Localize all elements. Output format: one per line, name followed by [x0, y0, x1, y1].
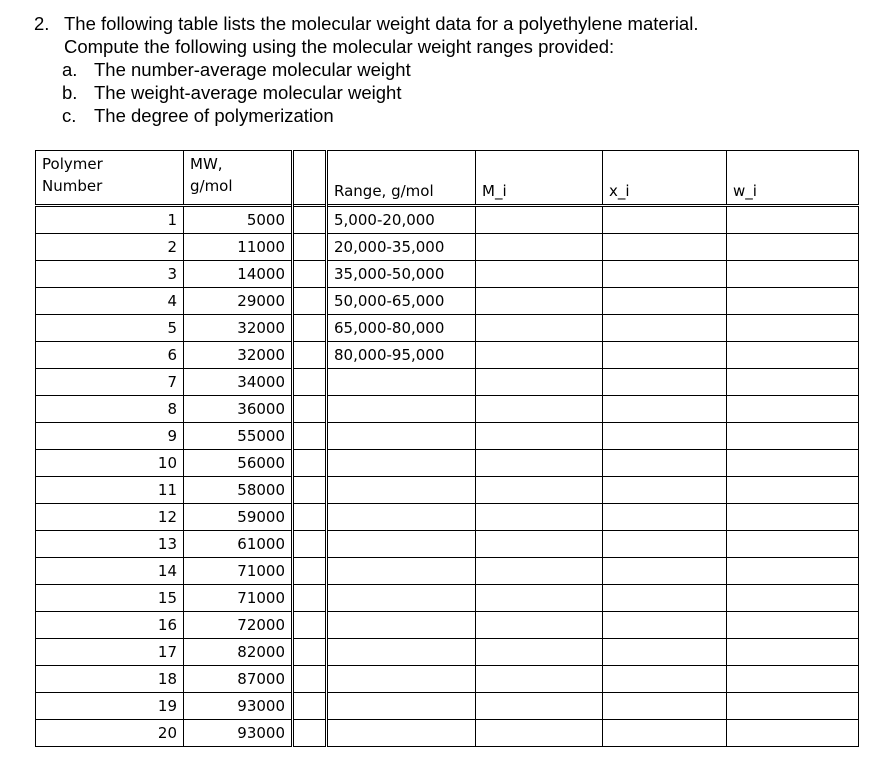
cell-range: 65,000-80,000 — [327, 315, 476, 342]
table-gap-cell — [293, 315, 327, 342]
cell-xi — [603, 585, 727, 612]
cell-xi — [603, 639, 727, 666]
cell-wi — [727, 666, 859, 693]
cell-mw: 93000 — [184, 693, 293, 720]
cell-xi — [603, 342, 727, 369]
item-text: The weight-average molecular weight — [94, 82, 402, 103]
cell-polymer-number: 19 — [36, 693, 184, 720]
cell-polymer-number: 6 — [36, 342, 184, 369]
cell-polymer-number: 20 — [36, 720, 184, 747]
cell-xi — [603, 531, 727, 558]
cell-polymer-number: 13 — [36, 531, 184, 558]
question-number: 2. — [34, 13, 50, 34]
cell-wi — [727, 369, 859, 396]
header-polymer-line1: Polymer — [42, 155, 103, 173]
cell-wi — [727, 234, 859, 261]
header-polymer-line2: Number — [42, 177, 103, 195]
cell-range — [327, 693, 476, 720]
cell-mw: 58000 — [184, 477, 293, 504]
cell-xi — [603, 693, 727, 720]
cell-wi — [727, 585, 859, 612]
cell-mi — [476, 585, 603, 612]
cell-mi — [476, 666, 603, 693]
table-gap-cell — [293, 477, 327, 504]
header-wi: w_i — [727, 151, 859, 206]
table-row — [36, 206, 859, 234]
cell-mi — [476, 531, 603, 558]
table-row — [36, 342, 859, 369]
cell-xi — [603, 666, 727, 693]
cell-range — [327, 720, 476, 747]
cell-xi — [603, 369, 727, 396]
cell-mi — [476, 315, 603, 342]
cell-wi — [727, 288, 859, 315]
cell-wi — [727, 206, 859, 234]
table-gap-cell — [293, 693, 327, 720]
table-row — [36, 531, 859, 558]
cell-mw: 32000 — [184, 342, 293, 369]
cell-mi — [476, 693, 603, 720]
item-text: The degree of polymerization — [94, 105, 334, 126]
table-gap-cell — [293, 396, 327, 423]
molecular-weight-table — [35, 150, 859, 747]
cell-mw: 71000 — [184, 558, 293, 585]
table-gap-cell — [293, 423, 327, 450]
cell-mw: 72000 — [184, 612, 293, 639]
table-row — [36, 450, 859, 477]
header-range: Range, g/mol — [327, 151, 476, 206]
cell-xi — [603, 288, 727, 315]
cell-mi — [476, 288, 603, 315]
cell-mw: 5000 — [184, 206, 293, 234]
cell-wi — [727, 639, 859, 666]
cell-polymer-number: 14 — [36, 558, 184, 585]
cell-polymer-number: 16 — [36, 612, 184, 639]
table-row — [36, 396, 859, 423]
cell-polymer-number: 12 — [36, 504, 184, 531]
cell-xi — [603, 612, 727, 639]
table-gap-cell — [293, 531, 327, 558]
cell-range — [327, 477, 476, 504]
cell-wi — [727, 342, 859, 369]
cell-xi — [603, 206, 727, 234]
cell-polymer-number: 17 — [36, 639, 184, 666]
cell-wi — [727, 531, 859, 558]
cell-mw: 93000 — [184, 720, 293, 747]
cell-range — [327, 450, 476, 477]
table-gap-cell — [293, 234, 327, 261]
table-row — [36, 369, 859, 396]
cell-mw: 71000 — [184, 585, 293, 612]
cell-xi — [603, 477, 727, 504]
table-row — [36, 693, 859, 720]
table-gap-cell — [293, 206, 327, 234]
cell-wi — [727, 423, 859, 450]
cell-polymer-number: 8 — [36, 396, 184, 423]
cell-range: 35,000-50,000 — [327, 261, 476, 288]
cell-mw: 56000 — [184, 450, 293, 477]
cell-wi — [727, 720, 859, 747]
table-gap-cell — [293, 450, 327, 477]
table-gap-cell — [293, 288, 327, 315]
cell-mi — [476, 369, 603, 396]
cell-mw: 14000 — [184, 261, 293, 288]
cell-wi — [727, 477, 859, 504]
question-item-c — [34, 104, 698, 127]
cell-range — [327, 558, 476, 585]
cell-xi — [603, 423, 727, 450]
cell-xi — [603, 450, 727, 477]
table-row — [36, 315, 859, 342]
cell-wi — [727, 450, 859, 477]
cell-polymer-number: 15 — [36, 585, 184, 612]
cell-mi — [476, 206, 603, 234]
table-row — [36, 612, 859, 639]
table-row — [36, 639, 859, 666]
table-row — [36, 720, 859, 747]
table-gap-cell — [293, 666, 327, 693]
header-mw-line1: MW, — [190, 155, 223, 173]
cell-xi — [603, 504, 727, 531]
table-row — [36, 288, 859, 315]
cell-polymer-number: 1 — [36, 206, 184, 234]
cell-range — [327, 585, 476, 612]
cell-mw: 36000 — [184, 396, 293, 423]
cell-range: 50,000-65,000 — [327, 288, 476, 315]
question-block — [34, 12, 698, 127]
cell-polymer-number: 9 — [36, 423, 184, 450]
cell-mi — [476, 261, 603, 288]
table-body — [36, 151, 859, 747]
cell-mw: 59000 — [184, 504, 293, 531]
table-row — [36, 558, 859, 585]
cell-mw: 87000 — [184, 666, 293, 693]
cell-range — [327, 423, 476, 450]
table-gap-cell — [293, 558, 327, 585]
cell-xi — [603, 720, 727, 747]
cell-wi — [727, 504, 859, 531]
cell-polymer-number: 4 — [36, 288, 184, 315]
table-row — [36, 477, 859, 504]
cell-wi — [727, 558, 859, 585]
cell-mw: 61000 — [184, 531, 293, 558]
cell-range — [327, 369, 476, 396]
cell-wi — [727, 315, 859, 342]
cell-xi — [603, 261, 727, 288]
item-letter: b. — [62, 82, 78, 103]
cell-mw: 34000 — [184, 369, 293, 396]
item-text: The number-average molecular weight — [94, 59, 411, 80]
table-gap-cell — [293, 612, 327, 639]
question-item-a — [34, 58, 698, 81]
table-gap-cell — [293, 504, 327, 531]
cell-range: 20,000-35,000 — [327, 234, 476, 261]
header-mw — [184, 151, 293, 206]
cell-polymer-number: 7 — [36, 369, 184, 396]
cell-mi — [476, 504, 603, 531]
table-row — [36, 666, 859, 693]
cell-mi — [476, 612, 603, 639]
cell-mi — [476, 477, 603, 504]
cell-mi — [476, 558, 603, 585]
cell-polymer-number: 10 — [36, 450, 184, 477]
cell-range — [327, 639, 476, 666]
cell-mi — [476, 342, 603, 369]
cell-range — [327, 666, 476, 693]
cell-xi — [603, 315, 727, 342]
item-letter: a. — [62, 59, 78, 80]
header-xi: x_i — [603, 151, 727, 206]
cell-xi — [603, 558, 727, 585]
table-row — [36, 585, 859, 612]
question-item-b — [34, 81, 698, 104]
table-row — [36, 234, 859, 261]
cell-wi — [727, 612, 859, 639]
question-intro-line1 — [34, 12, 698, 35]
table-gap-cell — [293, 585, 327, 612]
cell-polymer-number: 11 — [36, 477, 184, 504]
table-row — [36, 423, 859, 450]
cell-wi — [727, 396, 859, 423]
table-gap-cell — [293, 261, 327, 288]
table-row — [36, 261, 859, 288]
cell-mi — [476, 396, 603, 423]
cell-mw: 55000 — [184, 423, 293, 450]
question-intro-text1: The following table lists the molecular weight data for a polyethylene material. — [64, 13, 699, 34]
item-letter: c. — [62, 105, 77, 126]
header-mi: M_i — [476, 151, 603, 206]
cell-wi — [727, 261, 859, 288]
table-gap-cell — [293, 151, 327, 206]
table-row — [36, 504, 859, 531]
cell-mw: 82000 — [184, 639, 293, 666]
cell-mi — [476, 720, 603, 747]
table-gap-cell — [293, 342, 327, 369]
cell-range: 5,000-20,000 — [327, 206, 476, 234]
cell-mi — [476, 234, 603, 261]
table-gap-cell — [293, 639, 327, 666]
question-intro-line2: Compute the following using the molecular weight ranges provided: — [64, 36, 615, 57]
cell-range — [327, 531, 476, 558]
header-mw-line2: g/mol — [190, 177, 233, 195]
cell-polymer-number: 3 — [36, 261, 184, 288]
cell-range — [327, 504, 476, 531]
cell-polymer-number: 2 — [36, 234, 184, 261]
table-header-row — [36, 151, 859, 206]
cell-xi — [603, 234, 727, 261]
table-gap-cell — [293, 369, 327, 396]
cell-mw: 32000 — [184, 315, 293, 342]
cell-range — [327, 396, 476, 423]
cell-wi — [727, 693, 859, 720]
table-gap-cell — [293, 720, 327, 747]
cell-range — [327, 612, 476, 639]
cell-mi — [476, 639, 603, 666]
cell-mw: 29000 — [184, 288, 293, 315]
cell-polymer-number: 5 — [36, 315, 184, 342]
cell-range: 80,000-95,000 — [327, 342, 476, 369]
cell-xi — [603, 396, 727, 423]
cell-mi — [476, 450, 603, 477]
header-polymer-number — [36, 151, 184, 206]
cell-mi — [476, 423, 603, 450]
cell-polymer-number: 18 — [36, 666, 184, 693]
cell-mw: 11000 — [184, 234, 293, 261]
